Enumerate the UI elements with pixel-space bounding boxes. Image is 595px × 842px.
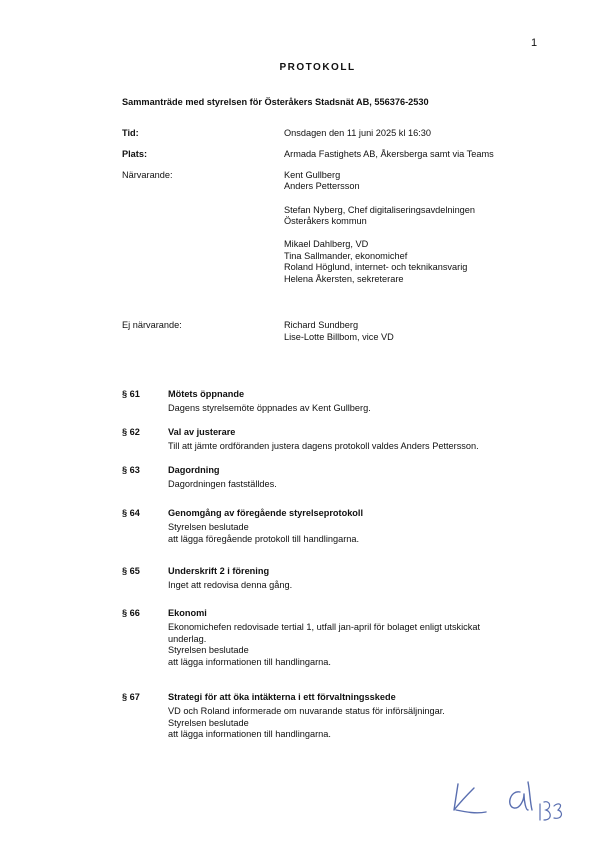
section-text: Ekonomichefen redovisade tertial 1, utfall jan-april för bolaget enligt utskickat underlag. — [168, 621, 481, 644]
absent-label: Ej närvarande: — [122, 320, 182, 330]
section-number: § 67 — [122, 692, 140, 702]
page-number: 1 — [531, 37, 538, 49]
absent-name: Lise-Lotte Billbom, vice VD — [284, 332, 394, 342]
present-name: Mikael Dahlberg, VD — [284, 239, 369, 249]
section-text: Dagens styrelsemöte öppnades av Kent Gullberg. — [168, 402, 371, 413]
handwritten-initials — [440, 770, 580, 830]
time-label: Tid: — [122, 128, 139, 138]
section-number: § 63 — [122, 465, 140, 475]
section-63 — [168, 465, 518, 491]
section-text: Dagordningen fastställdes. — [168, 478, 277, 489]
section-title: Strategi för att öka intäkterna i ett förvaltningsskede — [168, 692, 396, 702]
time-value: Onsdagen den 11 juni 2025 kl 16:30 — [284, 128, 431, 138]
section-text: att lägga föregående protokoll till handlingarna. — [168, 533, 360, 544]
present-name: Tina Sallmander, ekonomichef — [284, 251, 408, 261]
section-67 — [168, 692, 518, 741]
section-title: Dagordning — [168, 465, 220, 475]
section-text: Styrelsen beslutade — [168, 717, 249, 728]
section-title: Ekonomi — [168, 608, 207, 618]
section-65 — [168, 566, 518, 592]
section-text: att lägga informationen till handlingarna. — [168, 729, 331, 740]
section-66 — [168, 608, 518, 669]
document-title: PROTOKOLL — [279, 62, 356, 73]
section-number: § 61 — [122, 389, 140, 399]
section-text: Styrelsen beslutade — [168, 521, 249, 532]
present-name: Helena Åkersten, sekreterare — [284, 274, 404, 284]
section-title: Val av justerare — [168, 427, 236, 437]
section-number: § 66 — [122, 608, 140, 618]
present-name: Anders Pettersson — [284, 181, 360, 191]
present-name: Stefan Nyberg, Chef digitaliseringsavdelningen — [284, 205, 476, 215]
section-title: Genomgång av föregående styrelseprotokoll — [168, 508, 364, 518]
section-62 — [168, 427, 548, 453]
section-number: § 65 — [122, 566, 140, 576]
section-number: § 64 — [122, 508, 140, 518]
section-title: Underskrift 2 i förening — [168, 566, 270, 576]
present-label: Närvarande: — [122, 170, 173, 180]
section-text: Till att jämte ordföranden justera dagens protokoll valdes Anders Pettersson. — [168, 440, 479, 451]
absent-name: Richard Sundberg — [284, 320, 359, 330]
present-name: Kent Gullberg — [284, 170, 341, 180]
section-title: Mötets öppnande — [168, 389, 245, 399]
present-name: Roland Höglund, internet- och teknikansvarig — [284, 262, 468, 272]
section-64 — [168, 508, 518, 545]
section-text: att lägga informationen till handlingarna. — [168, 657, 331, 668]
place-value: Armada Fastighets AB, Åkersberga samt via Teams — [284, 149, 494, 159]
place-label: Plats: — [122, 149, 148, 159]
present-name: Österåkers kommun — [284, 216, 367, 226]
section-text: Inget att redovisa denna gång. — [168, 579, 293, 590]
meeting-heading: Sammanträde med styrelsen för Österåkers Stadsnät AB, 556376-2530 — [122, 97, 429, 107]
section-61 — [168, 389, 518, 415]
section-text: Styrelsen beslutade — [168, 645, 249, 656]
section-text: VD och Roland informerade om nuvarande status för införsäljningar. — [168, 705, 445, 716]
section-number: § 62 — [122, 427, 140, 437]
